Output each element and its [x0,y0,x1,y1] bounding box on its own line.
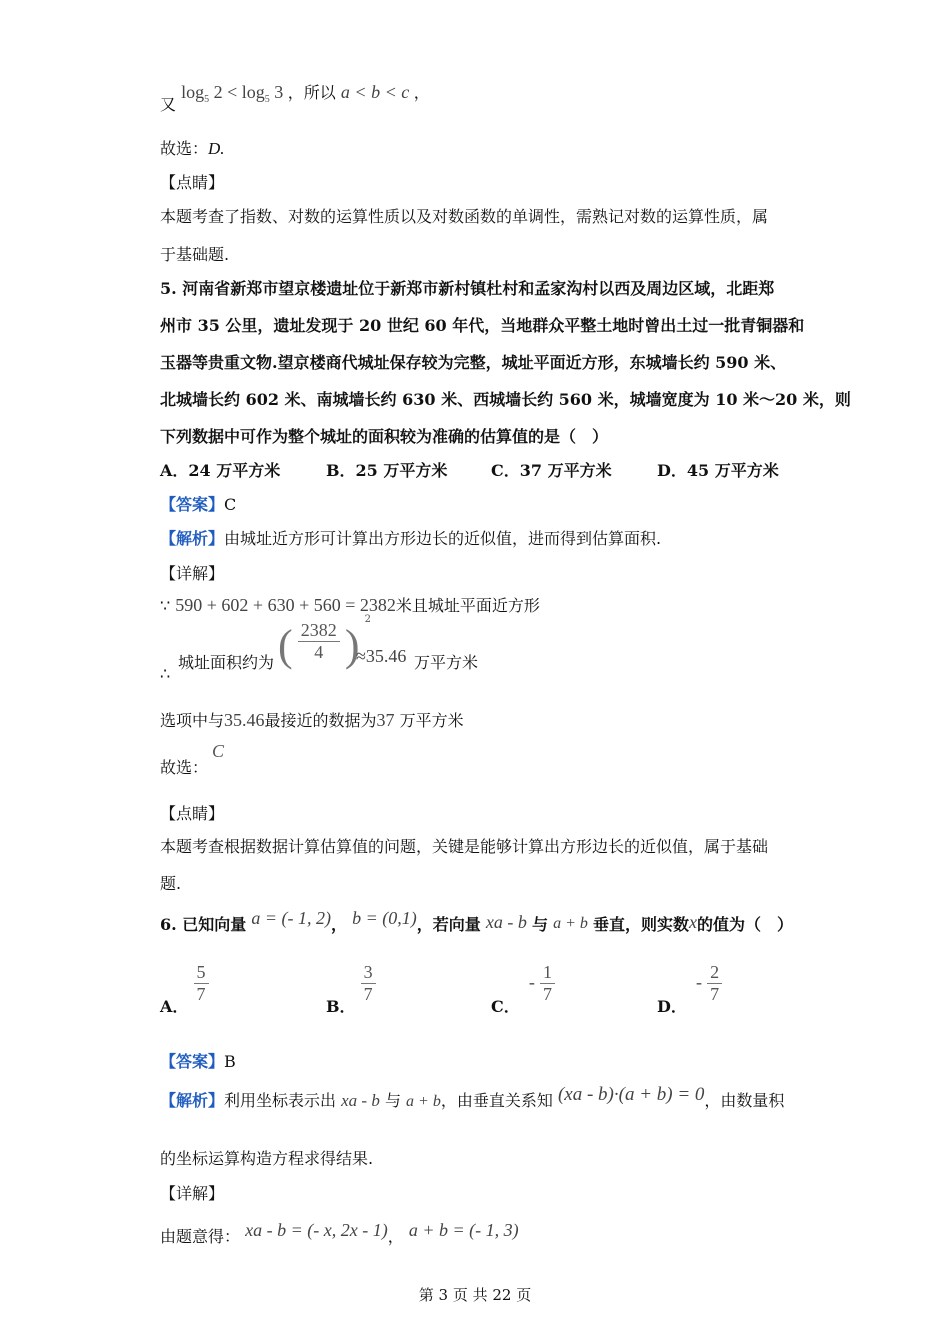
log-comparison-line [160,80,430,114]
page-footer: 第 3 页 共 22 页 [418,1286,532,1304]
q5-sum-line: ∵ 590 + 602 + 630 + 560 = 2382米且城址平面近方形 [160,595,540,615]
q6-option-b: B． $\frac{3}{7}$ [326,962,376,1005]
q6-option-c: C． - $\frac{1}{7}$ [491,962,555,1005]
q5-stem-line: 下列数据中可作为整个城址的面积较为准确的估算值的是（ ） [160,427,609,446]
dianjing-text: 于基础题. [160,245,230,264]
dianjing-text: 本题考查了指数、对数的运算性质以及对数函数的单调性，需熟记对数的运算性质，属 [160,207,769,226]
text: ，所以 [287,83,336,102]
q5-stem-line: 5. 河南省新郑市望京楼遗址位于新郑市新村镇杜村和孟家沟村以西及周边区域，北距郑 [160,279,775,298]
q5-dianjing-label: 【点睛】 [160,804,225,823]
q5-option-a: A．24 万平方米 [160,461,281,480]
q6-analysis-line2: 的坐标运算构造方程求得结果. [160,1149,374,1168]
choice-line: 故选：D. [160,139,225,158]
q5-analysis: 【解析】由城址近方形可计算出方形边长的近似值，进而得到估算面积. [160,529,662,548]
dianjing-label: 【点睛】 [160,173,225,192]
q5-option-b: B．25 万平方米 [326,461,448,480]
q5-stem-line: 玉器等贵重文物.望京楼商代城址保存较为完整，城址平面近方形，东城墙长约 590 米、 [160,353,787,372]
math-order: a < b < c [340,82,410,102]
q5-stem-line: 北城墙长约 602 米、南城墙长约 630 米、西城墙长约 560 米，城墙宽度为 10 米～20 米，则 [160,390,851,409]
text: ， [413,83,430,102]
q5-answer: 【答案】C [160,495,237,514]
q5-detail-label: 【详解】 [160,564,225,583]
q6-analysis: 【解析】利用坐标表示出 xa - b 与 a + b，由垂直关系知 (xa - b)·(a + b) = 0，由数量积 [160,1084,785,1110]
q5-dianjing-text: 题. [160,874,182,893]
q5-option-d: D．45 万平方米 [657,461,779,480]
fraction-expression: ( $\frac{2382}{4}$ ) $^2$ [278,614,371,670]
q6-answer: 【答案】B [160,1052,236,1071]
q6-option-a: A． $\frac{5}{7}$ [160,962,209,1005]
q5-dianjing-text: 本题考查根据数据计算估算值的问题，关键是能够计算出方形边长的近似值，属于基础 [160,837,769,856]
q6-detail: 由题意得： xa - b = (- x, 2x - 1)， a + b = (- 1, 3) [160,1220,519,1246]
math-log-expression: $\log_5 2 < \log_5 3$ [181,82,284,105]
q5-option-c: C．37 万平方米 [491,461,612,480]
q5-closest: 选项中与35.46最接近的数据为37 万平方米 [160,710,464,730]
q5-stem-line: 州市 35 公里，遗址发现于 20 世纪 60 年代，当地群众平整土地时曾出土过一批青铜器和 [160,316,805,335]
q6-option-d: D． - $\frac{2}{7}$ [657,962,722,1005]
q6-stem: 6. 已知向量 a = (- 1, 2)， b = (0,1)，若向量 xa - b 与 a + b 垂直，则实数x的值为（ ） [160,908,793,934]
text: 又 [160,95,177,114]
q6-detail-label: 【详解】 [160,1184,225,1203]
